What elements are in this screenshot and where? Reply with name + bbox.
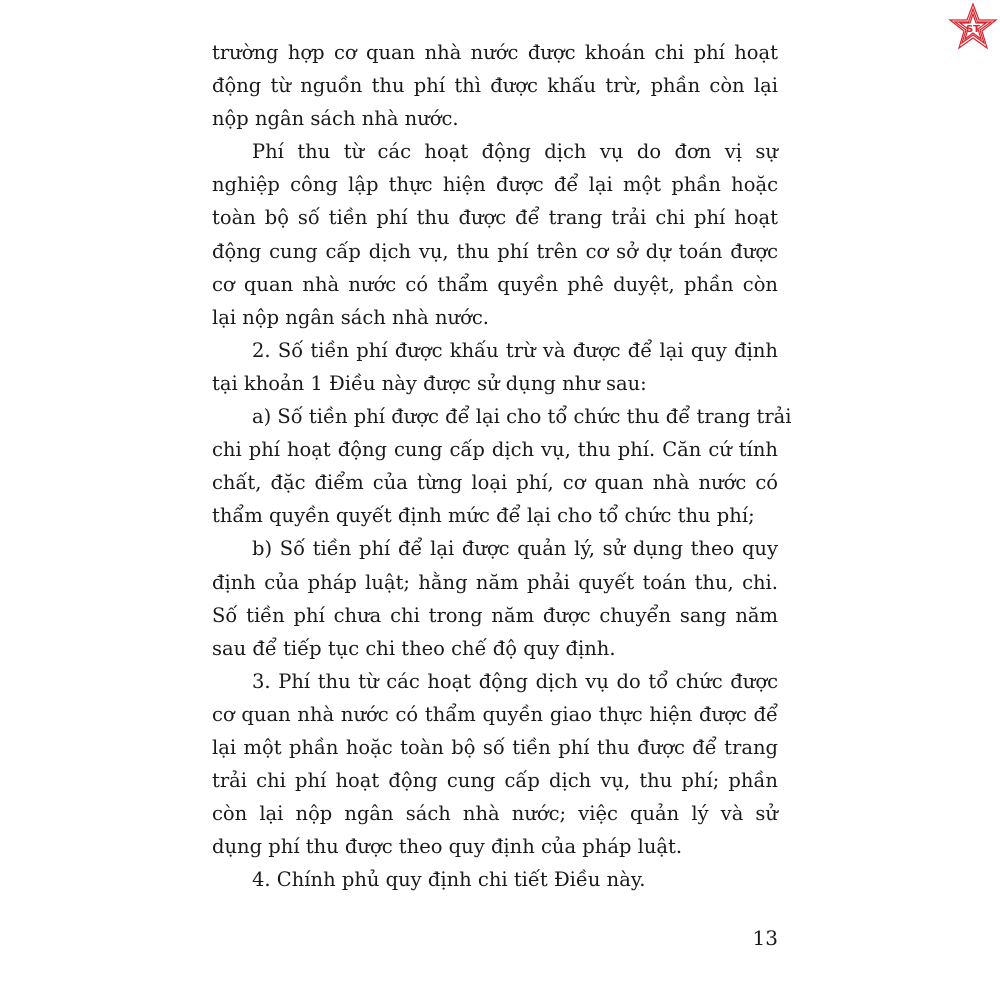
text-line: thẩm quyền quyết định mức để lại cho tổ chức thu phí; [212, 504, 755, 528]
text-line: sau để tiếp tục chi theo chế độ quy định. [212, 636, 616, 660]
paragraph [212, 400, 792, 532]
text-line: trải chi phí hoạt động cung cấp dịch vụ, thu phí; phần [212, 769, 778, 793]
text-line: lại nộp ngân sách nhà nước. [212, 305, 489, 329]
text-line: toàn bộ số tiền phí thu được để trang trải chi phí hoạt [212, 206, 778, 230]
paragraph [212, 665, 778, 864]
text-line: Số tiền phí chưa chi trong năm được chuyển sang năm [212, 603, 778, 627]
text-line: dụng phí thu được theo quy định của pháp luật. [212, 835, 683, 859]
text-line: tại khoản 1 Điều này được sử dụng như sau: [212, 371, 647, 395]
paragraph [212, 135, 778, 334]
text-line: động từ nguồn thu phí thì được khấu trừ, phần còn lại [212, 74, 778, 98]
text-line: cơ quan nhà nước có thẩm quyền giao thực hiện được để [212, 702, 778, 726]
text-line: 4. Chính phủ quy định chi tiết Điều này. [252, 868, 646, 892]
page-number: 13 [752, 926, 778, 950]
text-line: trường hợp cơ quan nhà nước được khoán chi phí hoạt [212, 41, 778, 64]
text-line: nghiệp công lập thực hiện được để lại một phần hoặc [212, 173, 778, 197]
publisher-logo-icon [948, 2, 998, 52]
text-line: định của pháp luật; hằng năm phải quyết toán thu, chi. [212, 570, 778, 594]
text-line: b) Số tiền phí để lại được quản lý, sử dụng theo quy [252, 537, 778, 561]
document-body [212, 36, 792, 896]
text-line: Phí thu từ các hoạt động dịch vụ do đơn vị sự [252, 140, 778, 164]
logo-text: ST [965, 24, 981, 35]
text-line: 2. Số tiền phí được khấu trừ và được để lại quy định [252, 338, 778, 362]
text-line: động cung cấp dịch vụ, thu phí trên cơ sở dự toán được [212, 239, 778, 263]
paragraph [212, 334, 778, 400]
text-line: cơ quan nhà nước có thẩm quyền phê duyệt, phần còn [212, 272, 778, 296]
text-line: lại một phần hoặc toàn bộ số tiền phí thu được để trang [212, 735, 778, 759]
text-line: còn lại nộp ngân sách nhà nước; việc quản lý và sử [212, 802, 778, 826]
paragraph [212, 36, 778, 135]
text-line: nộp ngân sách nhà nước. [212, 107, 459, 131]
paragraph [212, 863, 778, 896]
paragraph [212, 532, 778, 664]
text-line: chi phí hoạt động cung cấp dịch vụ, thu phí. Căn cứ tính [212, 438, 778, 462]
text-line: a) Số tiền phí được để lại cho tổ chức thu để trang trải [252, 405, 792, 429]
text-line: chất, đặc điểm của từng loại phí, cơ quan nhà nước có [212, 471, 778, 495]
text-line: 3. Phí thu từ các hoạt động dịch vụ do tổ chức được [252, 669, 778, 693]
